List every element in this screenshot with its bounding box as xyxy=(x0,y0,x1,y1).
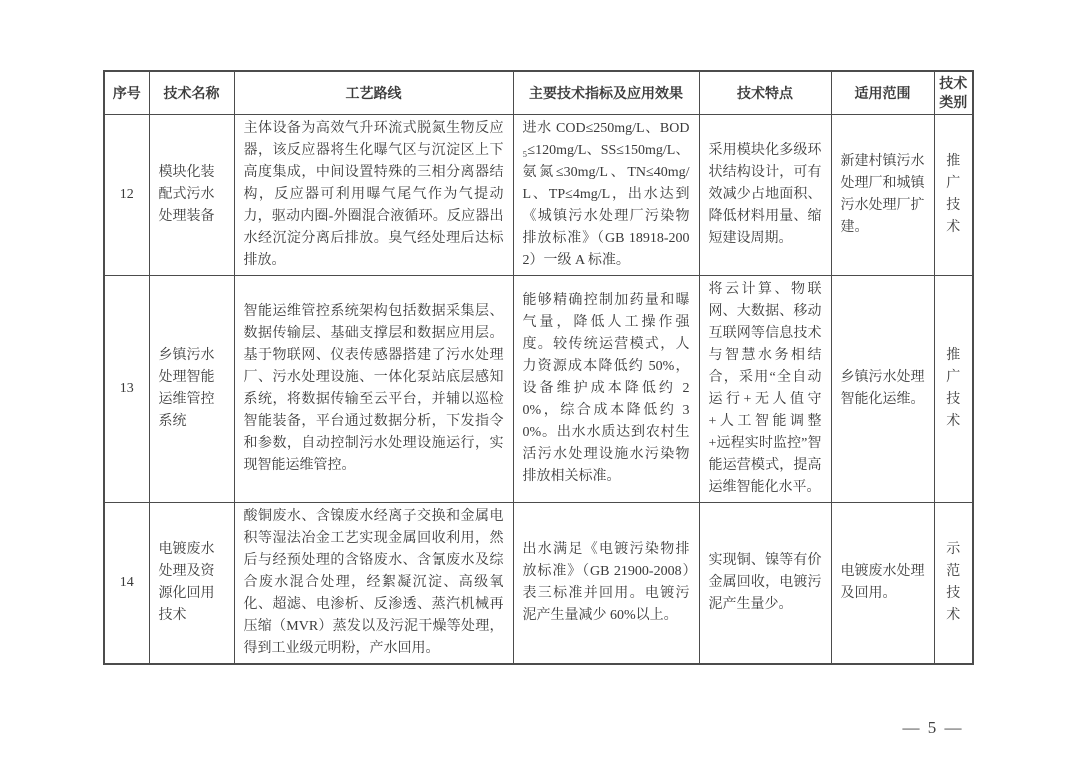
row12-indicators-cell: 进水 COD≤250mg/L、BOD₅≤120mg/L、SS≤150mg/L、氨氮≤30mg/L、TN≤40mg/L、TP≤4mg/L，出水达到《城镇污水处理厂污染物排放标准》（GB 18918-2002）一级 A 标准。 xyxy=(513,115,699,276)
header-cell-seq: 序号 xyxy=(104,71,149,115)
table-header-row xyxy=(104,71,973,115)
header-cell-name: 技术名称 xyxy=(149,71,234,115)
row13-indicators-cell: 能够精确控制加药量和曝气量，降低人工操作强度。较传统运营模式，人力资源成本降低约 50%，设备维护成本降低约 20%，综合成本降低约 30%。出水水质达到农村生活污水处理设施水污染物排放相关标准。 xyxy=(513,276,699,503)
technology-table xyxy=(103,70,974,665)
row13-features-cell: 将云计算、物联网、大数据、移动互联网等信息技术与智慧水务相结合，采用“全自动运行+无人值守+人工智能调整+远程实时监控”智能运营模式，提高运维智能化水平。 xyxy=(699,276,831,503)
row14-process-cell: 酸铜废水、含镍废水经离子交换和金属电积等湿法冶金工艺实现金属回收利用，然后与经预处理的含铬废水、含氰废水及综合废水混合处理，经絮凝沉淀、高级氧化、超滤、电渗析、反渗透、蒸汽机械再压缩（MVR）蒸发以及污泥干燥等处理，得到工业级元明粉，产水回用。 xyxy=(234,503,513,665)
row13-seq-cell: 13 xyxy=(104,276,149,503)
row12-seq-cell: 12 xyxy=(104,115,149,276)
row13-scope-cell: 乡镇污水处理智能化运维。 xyxy=(831,276,934,503)
row14-indicators-cell: 出水满足《电镀污染物排放标准》（GB 21900-2008）表三标准并回用。电镀污泥产生量减少 60%以上。 xyxy=(513,503,699,665)
row12-features-cell: 采用模块化多级环状结构设计，可有效减少占地面积、降低材料用量、缩短建设周期。 xyxy=(699,115,831,276)
table-row xyxy=(104,115,973,276)
row14-seq-cell: 14 xyxy=(104,503,149,665)
header-cell-process: 工艺路线 xyxy=(234,71,513,115)
header-cell-features: 技术特点 xyxy=(699,71,831,115)
row14-scope-cell: 电镀废水处理及回用。 xyxy=(831,503,934,665)
row13-process-cell: 智能运维管控系统架构包括数据采集层、数据传输层、基础支撑层和数据应用层。基于物联网、仪表传感器搭建了污水处理厂、污水处理设施、一体化泵站底层感知系统，将数据传输至云平台，并辅以巡检智能装备，平台通过数据分析，下发指令和参数，自动控制污水处理设施运行，实现智能运维管控。 xyxy=(234,276,513,503)
page-number: — 5 — xyxy=(902,718,964,737)
row12-scope-cell: 新建村镇污水处理厂和城镇污水处理厂扩建。 xyxy=(831,115,934,276)
row14-name-cell: 电镀废水处理及资源化回用技术 xyxy=(149,503,234,665)
header-cell-indicators: 主要技术指标及应用效果 xyxy=(513,71,699,115)
row12-category-cell: 推广技术 xyxy=(934,115,973,276)
row14-features-cell: 实现铜、镍等有价金属回收，电镀污泥产生量少。 xyxy=(699,503,831,665)
table-row xyxy=(104,503,973,665)
row14-category-cell: 示范技术 xyxy=(934,503,973,665)
row13-category-cell: 推广技术 xyxy=(934,276,973,503)
row12-process-cell: 主体设备为高效气升环流式脱氮生物反应器，该反应器将生化曝气区与沉淀区上下高度集成，中间设置特殊的三相分离器结构，反应器可利用曝气尾气作为气提动力，驱动内圈-外圈混合液循环。反应器出水经沉淀分离后排放。臭气经处理后达标排放。 xyxy=(234,115,513,276)
header-cell-scope: 适用范围 xyxy=(831,71,934,115)
row13-name-cell: 乡镇污水处理智能运维管控系统 xyxy=(149,276,234,503)
table-row xyxy=(104,276,973,503)
row12-name-cell: 模块化装配式污水处理装备 xyxy=(149,115,234,276)
header-cell-category: 技术类别 xyxy=(934,71,973,115)
